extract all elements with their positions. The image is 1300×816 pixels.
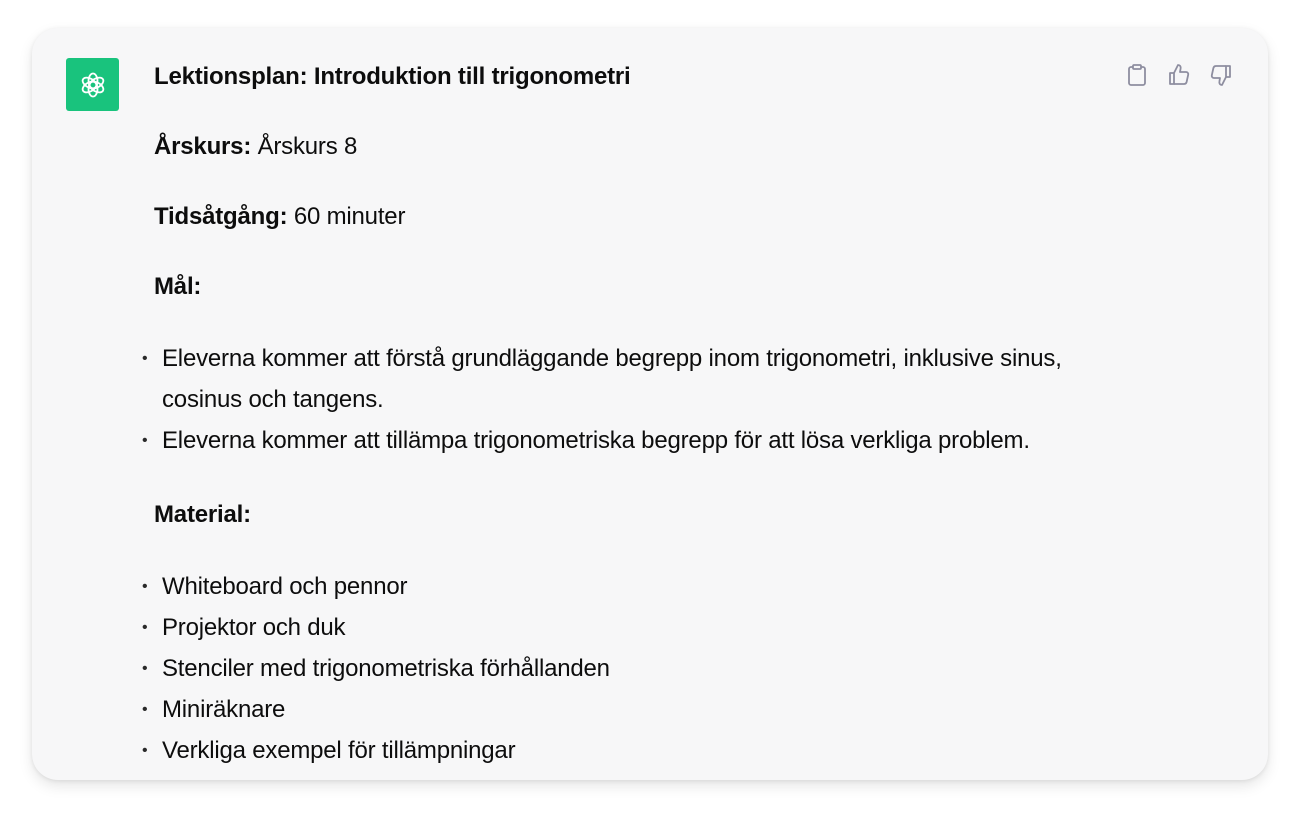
grade-line (154, 131, 1148, 163)
material-text: Miniräknare (162, 696, 286, 723)
list-item: • Verkliga exempel för tillämpningar (142, 737, 516, 764)
message-content (142, 61, 1148, 771)
materials-heading: Material: (154, 501, 251, 528)
material-text: Whiteboard och pennor (162, 573, 408, 600)
list-item: • Eleverna kommer att tillämpa trigonometriska begrepp för att lösa verkliga problem. (142, 427, 1030, 454)
material-text: Verkliga exempel för tillämpningar (162, 737, 516, 764)
dislike-button[interactable] (1208, 62, 1234, 88)
thumbs-down-icon (1209, 63, 1233, 87)
lesson-title: Lektionsplan: Introduktion till trigonometri (154, 63, 631, 90)
time-value: 60 minuter (287, 203, 406, 230)
goals-heading: Mål: (154, 273, 202, 300)
list-item: • Eleverna kommer att förstå grundläggande begrepp inom trigonometri, inklusive sinus, cosinus och tangens. (142, 345, 1062, 413)
goal-text: Eleverna kommer att förstå grundläggande begrepp inom trigonometri, inklusive sinus, cosinus och tangens. (162, 345, 1062, 413)
list-item: • Miniräknare (142, 696, 286, 723)
assistant-avatar (66, 58, 119, 111)
assistant-message-card (32, 28, 1268, 780)
goals-list (142, 338, 1148, 461)
time-label: Tidsåtgång: (154, 203, 288, 230)
time-line (154, 201, 1148, 233)
list-item: • Whiteboard och pennor (142, 573, 408, 600)
list-item: • Stenciler med trigonometriska förhållanden (142, 655, 610, 682)
material-text: Stenciler med trigonometriska förhållanden (162, 655, 610, 682)
like-button[interactable] (1166, 62, 1192, 88)
goal-text: Eleverna kommer att tillämpa trigonometriska begrepp för att lösa verkliga problem. (162, 427, 1030, 454)
materials-list (142, 566, 1148, 771)
list-item: • Projektor och duk (142, 614, 346, 641)
material-text: Projektor och duk (162, 614, 346, 641)
thumbs-up-icon (1167, 63, 1191, 87)
grade-label: Årskurs: (154, 133, 252, 160)
grade-value: Årskurs 8 (251, 133, 358, 160)
openai-logo-icon (78, 70, 108, 100)
